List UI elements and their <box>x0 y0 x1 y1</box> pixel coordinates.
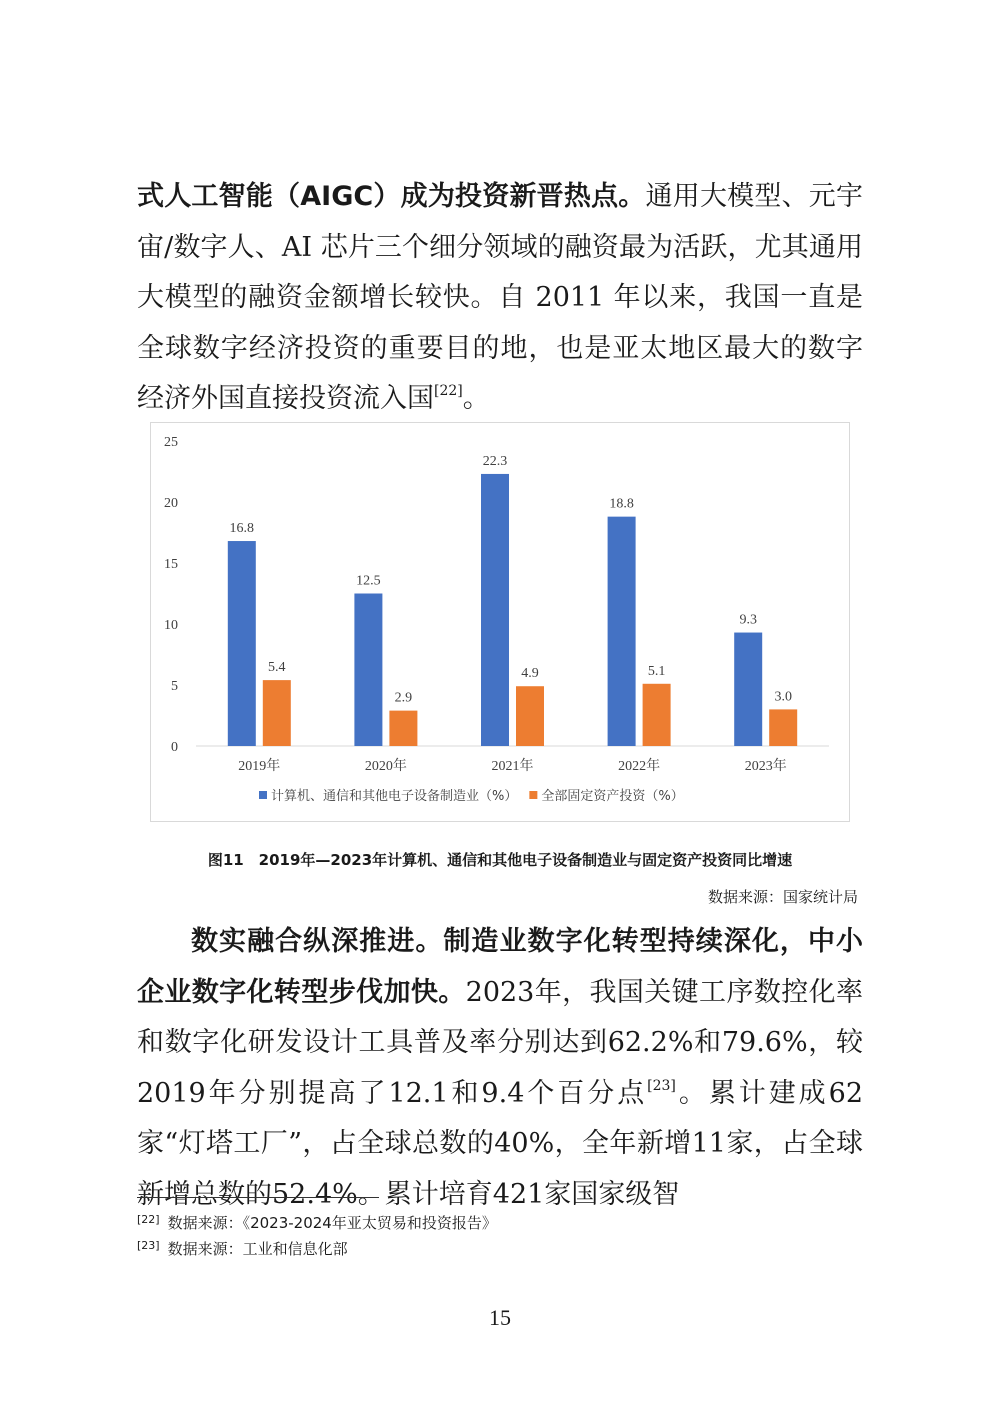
y-tick-label: 25 <box>164 435 178 450</box>
x-tick-label: 2021年 <box>491 759 534 774</box>
data-label: 9.3 <box>739 612 757 628</box>
bar-electronics-manufacturing <box>228 541 256 746</box>
paragraph-ai-investment <box>137 172 863 425</box>
footnote-text: 数据来源：工业和信息化部 <box>167 1240 348 1258</box>
footnote-text: 数据来源：《2023-2024年亚太贸易和投资报告》 <box>167 1214 497 1232</box>
bar-electronics-manufacturing <box>608 517 636 746</box>
legend-label: 计算机、通信和其他电子设备制造业（%） <box>271 789 518 804</box>
figure-caption: 图11 2019年—2023年计算机、通信和其他电子设备制造业与固定资产投资同比增速 <box>207 851 793 869</box>
bar-electronics-manufacturing <box>481 474 509 746</box>
paragraph-text: 2023年，我国关键工序数控化率和数字化研发设计工具普及率分别达到62.2%和79.6%，较2019年分别提高了12.1和9.4个百分点 <box>137 976 863 1109</box>
x-tick-label: 2020年 <box>364 759 407 774</box>
data-label: 5.1 <box>647 663 666 679</box>
footnote-23 <box>137 1238 348 1259</box>
bar-chart <box>150 422 850 822</box>
bar-fixed-asset-investment <box>516 686 544 746</box>
data-label: 16.8 <box>229 521 255 537</box>
paragraph-text: 通用大模型、元宇宙/数字人、AI 芯片三个细分领域的融资最为活跃，尤其通用大模型的融资金额增长较快。自 2011 年以来，我国一直是全球数字经济投资的重要目的地，也是亚太地区最大的数字经济外国直接投资流入国 <box>137 181 863 414</box>
page-number: 15 <box>489 1305 511 1330</box>
bar-electronics-manufacturing <box>734 633 762 746</box>
paragraph-bold-lead: 数实融合纵深推进。制造业数字化转型持续深化，中小企业数字化转型步伐加快。 <box>137 926 863 1008</box>
y-tick-label: 5 <box>171 679 178 694</box>
figure-source: 数据来源：国家统计局 <box>707 888 858 906</box>
paragraph-digital-integration <box>137 917 863 1220</box>
bar-electronics-manufacturing <box>354 594 382 747</box>
footnote-ref-23[interactable]: [23] <box>647 1077 676 1094</box>
paragraph-bold-lead: 式人工智能（AIGC）成为投资新晋热点。 <box>137 181 646 212</box>
bar-fixed-asset-investment <box>389 711 417 746</box>
data-label: 12.5 <box>356 573 381 589</box>
data-label: 5.4 <box>268 660 286 676</box>
y-tick-label: 0 <box>171 740 178 755</box>
legend-label: 全部固定资产投资（%） <box>541 789 684 804</box>
legend-swatch <box>259 791 267 799</box>
data-label: 2.9 <box>394 690 413 706</box>
footnote-number: [23] <box>137 1239 160 1252</box>
bar-fixed-asset-investment <box>769 709 797 746</box>
chart-canvas <box>151 423 851 823</box>
paragraph-end: 。 <box>462 383 490 414</box>
data-label: 3.0 <box>774 689 792 705</box>
y-tick-label: 15 <box>164 557 178 572</box>
data-label: 22.3 <box>482 453 508 469</box>
legend-swatch <box>529 791 537 799</box>
data-label: 18.8 <box>609 496 634 512</box>
x-tick-label: 2022年 <box>618 759 661 774</box>
footnote-divider <box>137 1197 379 1198</box>
x-tick-label: 2019年 <box>238 759 281 774</box>
bar-fixed-asset-investment <box>643 684 671 746</box>
bar-fixed-asset-investment <box>263 680 291 746</box>
paragraph-text: 。累计建成62家“灯塔工厂”，占全球总数的40%，全年新增11家，占全球新增总数的52.4%。累计培育421家国家级智 <box>137 1077 863 1210</box>
data-label: 4.9 <box>521 666 539 682</box>
footnote-number: [22] <box>137 1213 160 1226</box>
footnote-22 <box>137 1212 497 1233</box>
footnote-ref-22[interactable]: [22] <box>434 383 463 399</box>
x-tick-label: 2023年 <box>744 759 787 774</box>
y-tick-label: 10 <box>164 618 178 633</box>
y-tick-label: 20 <box>164 496 178 511</box>
